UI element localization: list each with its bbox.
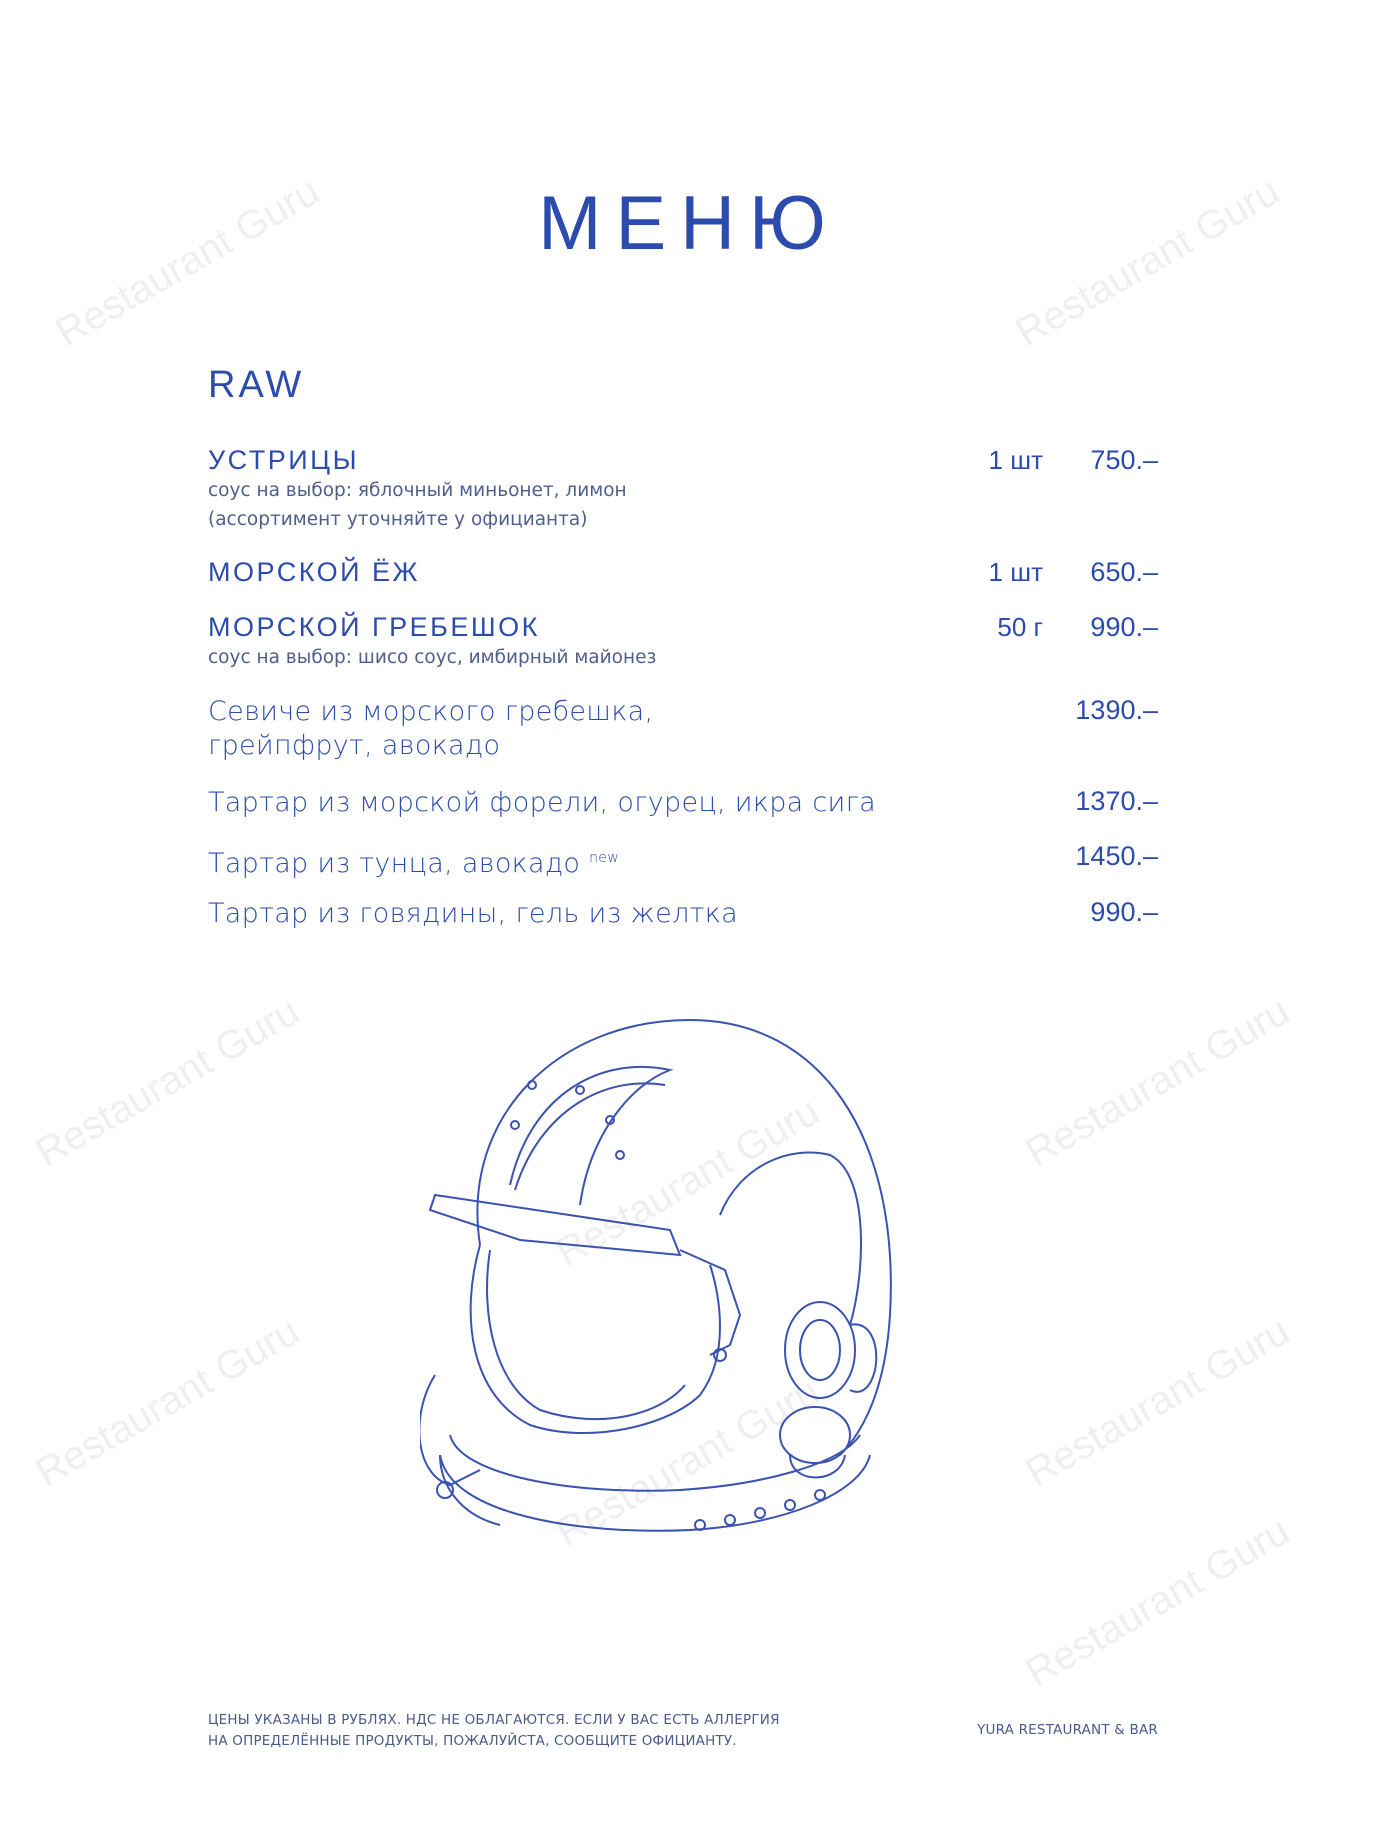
watermark: Restaurant Guru	[548, 1369, 827, 1556]
item-name: УСТРИЦЫ	[208, 445, 360, 475]
item-unit: 1 шт	[988, 557, 1043, 587]
page-title: МЕНЮ	[538, 181, 840, 266]
item-description: (ассортимент уточняйте у официанта)	[208, 509, 588, 530]
item-price: 650.–	[1090, 557, 1158, 587]
item-price: 990.–	[1090, 612, 1158, 642]
space-helmet-illustration	[420, 1015, 940, 1560]
footer-brand: YURA RESTAURANT & BAR	[977, 1722, 1158, 1738]
item-price: 990.–	[1090, 897, 1158, 927]
menu-item	[208, 695, 1158, 763]
watermark: Restaurant Guru	[1018, 1309, 1297, 1496]
watermark: Restaurant Guru	[28, 989, 307, 1176]
menu-item	[208, 557, 1158, 588]
menu-item	[208, 612, 1158, 672]
item-description: соус на выбор: яблочный миньонет, лимон	[208, 480, 627, 501]
watermark: Restaurant Guru	[48, 169, 327, 356]
menu-item	[208, 786, 1158, 820]
watermark: Restaurant Guru	[548, 1089, 827, 1276]
new-badge: new	[589, 850, 619, 866]
item-unit: 50 г	[997, 612, 1043, 642]
footer-note	[208, 1710, 780, 1752]
menu-item	[208, 841, 1158, 881]
section-heading: RAW	[208, 364, 305, 406]
item-price: 750.–	[1090, 445, 1158, 475]
item-name: Тартар из говядины, гель из желтка	[208, 898, 738, 929]
menu-item	[208, 897, 1158, 931]
item-description: соус на выбор: шисо соус, имбирный майонез	[208, 647, 657, 668]
footer-note-line: НА ОПРЕДЕЛЁННЫЕ ПРОДУКТЫ, ПОЖАЛУЙСТА, СООБЩИТЕ ОФИЦИАНТУ.	[208, 1733, 737, 1749]
item-name: Севиче из морского гребешка,	[208, 696, 654, 727]
item-name: Тартар из морской форели, огурец, икра сига	[208, 787, 877, 818]
item-name: Тартар из тунца, авокадо	[208, 848, 581, 879]
item-name: МОРСКОЙ ЁЖ	[208, 557, 420, 587]
footer-note-line: ЦЕНЫ УКАЗАНЫ В РУБЛЯХ. НДС НЕ ОБЛАГАЮТСЯ. ЕСЛИ У ВАС ЕСТЬ АЛЛЕРГИЯ	[208, 1712, 780, 1728]
item-name: МОРСКОЙ ГРЕБЕШОК	[208, 612, 540, 642]
item-price: 1370.–	[1075, 786, 1158, 816]
item-price: 1390.–	[1075, 695, 1158, 725]
watermark: Restaurant Guru	[28, 1309, 307, 1496]
item-unit: 1 шт	[988, 445, 1043, 475]
watermark: Restaurant Guru	[1008, 169, 1287, 356]
watermark: Restaurant Guru	[1018, 989, 1297, 1176]
item-name-line2: грейпфрут, авокадо	[208, 730, 501, 761]
watermark: Restaurant Guru	[1018, 1509, 1297, 1696]
item-price: 1450.–	[1075, 841, 1158, 871]
menu-item	[208, 445, 1158, 534]
